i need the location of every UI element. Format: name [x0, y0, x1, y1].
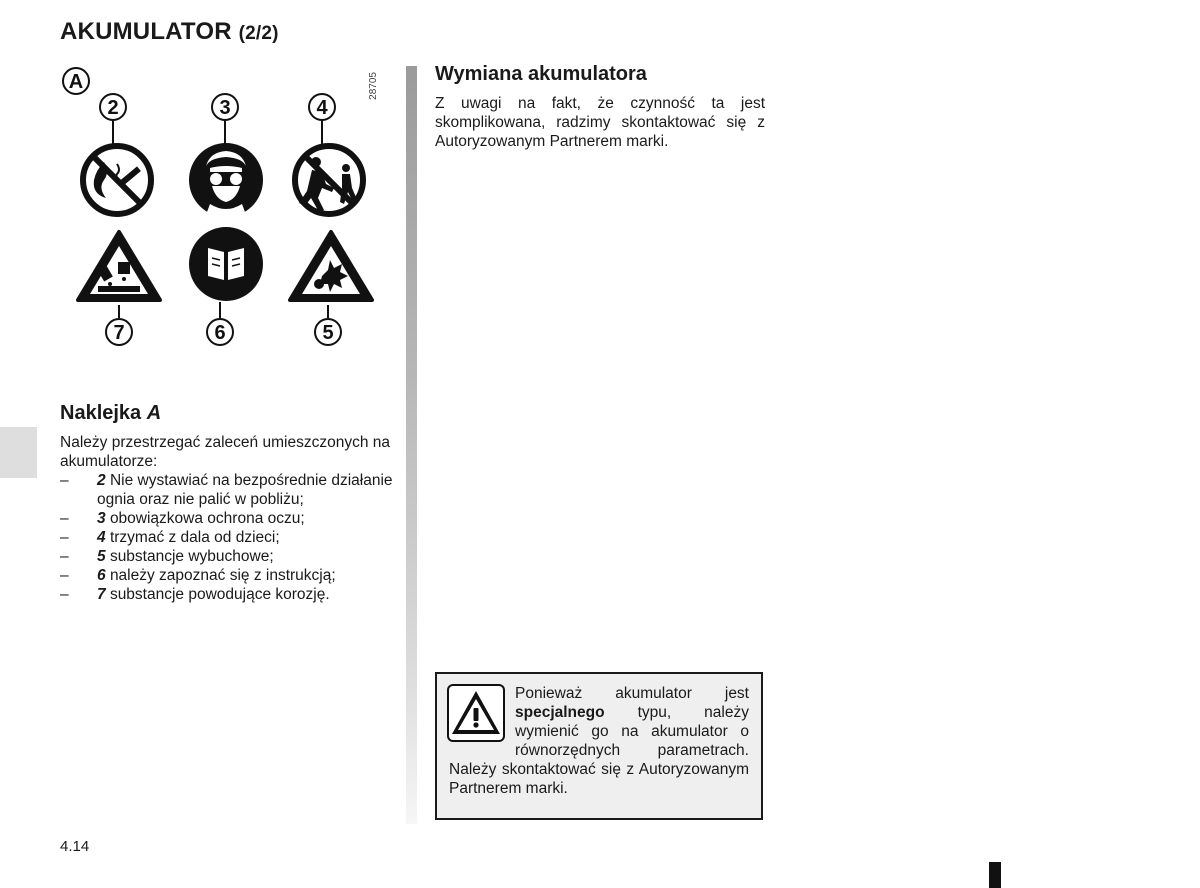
battery-label-figure [60, 62, 395, 352]
warning-triangle-icon [447, 684, 505, 742]
item-number: 7 [97, 586, 106, 603]
read-manual-icon [189, 227, 263, 301]
heading-text: Naklejka [60, 402, 147, 424]
item-text: trzymać z dala od dzieci; [109, 529, 280, 546]
title-part: (2/2) [238, 23, 279, 44]
warning-text-pre: Ponieważ akumulator jest [515, 685, 749, 702]
item-number: 3 [97, 510, 106, 527]
list-item [60, 509, 395, 528]
corrosive-icon [78, 232, 160, 300]
battery-symbols-illustration [60, 62, 395, 352]
callout-2-text: 2 [107, 97, 119, 119]
callout-5-text: 5 [322, 322, 334, 344]
item-text: Nie wystawiać na bezpośrednie działanie ognia oraz nie palić w pobliżu; [97, 472, 393, 508]
item-number: 6 [97, 567, 106, 584]
section-heading-replacement: Wymiana akumulatora [435, 63, 647, 85]
eye-protection-icon [189, 143, 263, 224]
explosive-icon [290, 232, 372, 300]
keep-away-children-icon [295, 146, 363, 214]
warning-text-post: typu, należy wymienić go na akumulator o równorzędnych parametrach. Należy skontaktować się z Autoryzowanym Partnerem marki. [449, 704, 749, 797]
callout-2 [100, 94, 126, 144]
list-item [60, 566, 395, 585]
section-heading-label [60, 402, 161, 425]
callout-4-text: 4 [316, 97, 328, 119]
page-title [60, 18, 279, 46]
list-dash: – [60, 548, 69, 565]
list-item [60, 585, 395, 604]
list-dash: – [60, 472, 69, 489]
callout-4 [309, 94, 335, 144]
replacement-text: Z uwagi na fakt, że czynność ta jest skomplikowana, radzimy skontaktować się z Autoryzowanym Partnerem marki. [435, 95, 765, 150]
list-item [60, 547, 395, 566]
item-number: 2 [97, 472, 106, 489]
callout-3 [212, 94, 238, 144]
list-dash: – [60, 567, 69, 584]
no-fire-icon [83, 146, 151, 214]
column-divider [406, 66, 417, 824]
label-intro: Należy przestrzegać zaleceń umieszczonych na akumulatorze: [60, 434, 390, 470]
list-item [60, 528, 395, 547]
page-corner-mark [989, 862, 1001, 888]
callout-6-text: 6 [214, 322, 226, 344]
label-items-list [60, 471, 395, 604]
label-a-text: A [68, 71, 84, 93]
heading-emphasis: A [146, 402, 162, 424]
callout-5 [315, 305, 341, 345]
warning-box [435, 672, 763, 820]
list-item [60, 471, 395, 509]
chapter-tab [0, 427, 37, 478]
callout-6 [207, 302, 233, 345]
list-dash: – [60, 586, 69, 603]
callout-7 [106, 305, 132, 345]
item-text: substancje wybuchowe; [109, 548, 274, 565]
figure-code: 28705 [368, 72, 379, 100]
item-number: 4 [97, 529, 106, 546]
list-dash: – [60, 529, 69, 546]
callout-3-text: 3 [219, 97, 231, 119]
callout-7-text: 7 [113, 322, 125, 344]
item-text: należy zapoznać się z instrukcją; [109, 567, 336, 584]
list-dash: – [60, 510, 69, 527]
item-text: substancje powodujące korozję. [109, 586, 330, 603]
warning-text-bold: specjalnego [515, 704, 605, 721]
title-text: AKUMULATOR [60, 18, 232, 45]
label-a-marker [63, 68, 89, 94]
page-number: 4.14 [60, 838, 90, 855]
item-text: obowiązkowa ochrona oczu; [109, 510, 305, 527]
item-number: 5 [97, 548, 106, 565]
